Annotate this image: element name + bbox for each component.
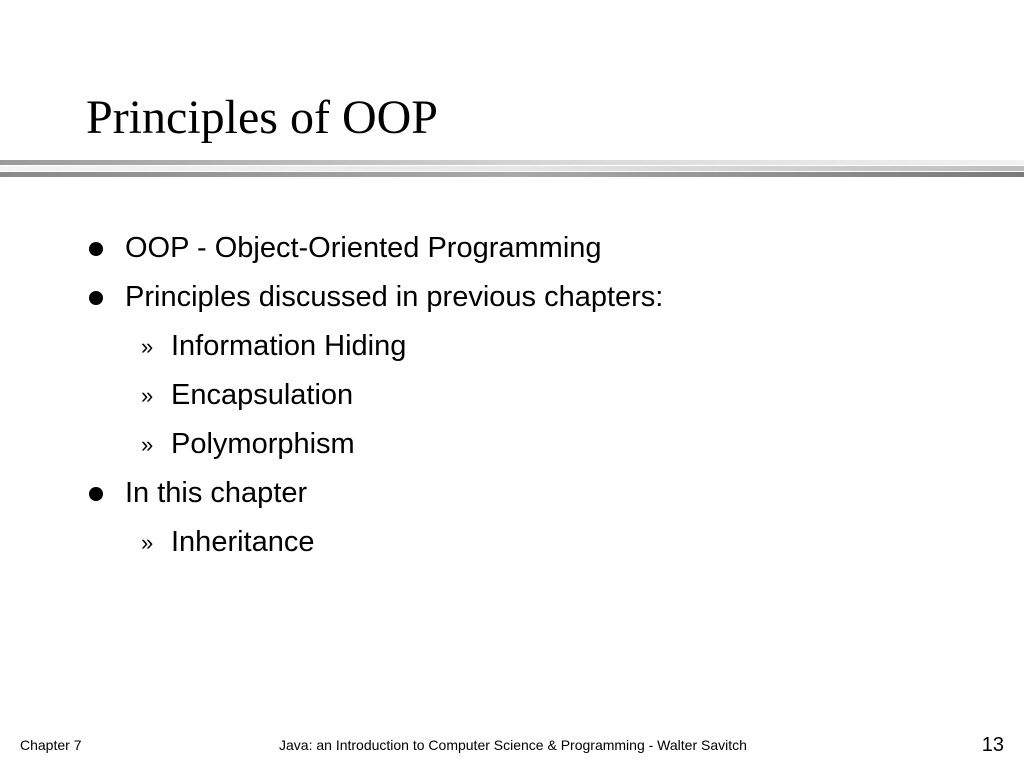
- footer-book-title: Java: an Introduction to Computer Science & Programming - Walter Savitch: [279, 737, 747, 753]
- bullet-dot-icon: [89, 291, 103, 305]
- sub-bullet-item: Encapsulation: [171, 379, 354, 411]
- sub-bullet-marker-icon: »: [141, 432, 154, 457]
- sub-bullet-marker-icon: »: [141, 334, 154, 359]
- sub-bullet-item: Information Hiding: [171, 330, 407, 362]
- bullet-dot-icon: [89, 242, 103, 256]
- sub-bullet-item: Polymorphism: [171, 428, 355, 460]
- page-number: 13: [981, 734, 1004, 756]
- sub-bullet-marker-icon: »: [141, 530, 154, 555]
- bullet-dot-icon: [89, 487, 103, 501]
- sub-bullet-item: Inheritance: [171, 526, 315, 558]
- bullet-item: OOP - Object-Oriented Programming: [125, 232, 602, 264]
- bullet-item: Principles discussed in previous chapters:: [125, 281, 664, 313]
- title-divider: [0, 158, 1024, 180]
- footer-chapter: Chapter 7: [20, 737, 82, 753]
- slide-title: Principles of OOP: [86, 91, 438, 144]
- sub-bullet-marker-icon: »: [141, 383, 154, 408]
- bullet-item: In this chapter: [125, 477, 308, 509]
